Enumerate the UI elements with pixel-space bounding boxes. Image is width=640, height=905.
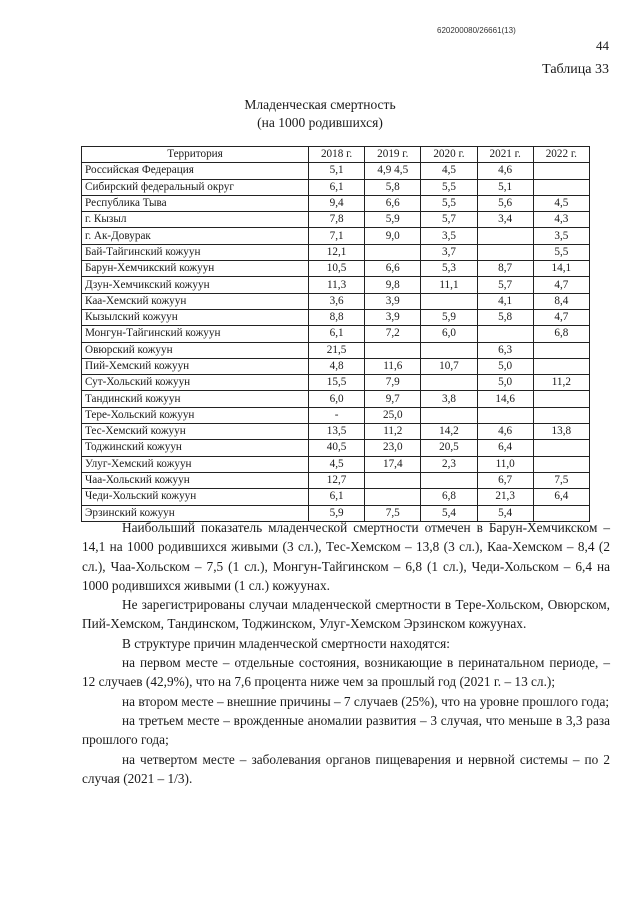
value-cell: 14,2 — [421, 424, 477, 440]
value-cell — [477, 244, 533, 260]
value-cell: 7,5 — [533, 472, 589, 488]
value-cell — [533, 456, 589, 472]
value-cell — [533, 391, 589, 407]
value-cell: 4,5 — [533, 195, 589, 211]
value-cell — [533, 342, 589, 358]
value-cell: 6,1 — [309, 489, 365, 505]
territory-cell: г. Кызыл — [82, 212, 309, 228]
value-cell: 17,4 — [365, 456, 421, 472]
value-cell — [533, 179, 589, 195]
territory-cell: Чаа-Хольский кожуун — [82, 472, 309, 488]
table-row — [82, 440, 590, 456]
territory-cell: Кызылский кожуун — [82, 309, 309, 325]
column-header-2019: 2019 г. — [365, 147, 421, 163]
value-cell: - — [309, 407, 365, 423]
value-cell: 6,4 — [533, 489, 589, 505]
value-cell: 5,9 — [309, 505, 365, 521]
column-header-2021: 2021 г. — [477, 147, 533, 163]
table-row — [82, 228, 590, 244]
paragraph-second-place: на втором месте – внешние причины – 7 случаев (25%), что на уровне прошлого года; — [122, 693, 610, 709]
value-cell: 6,8 — [421, 489, 477, 505]
body-text — [82, 518, 610, 788]
table-row — [82, 309, 590, 325]
value-cell: 9,4 — [309, 195, 365, 211]
table-row — [82, 179, 590, 195]
territory-cell: Тес-Хемский кожуун — [82, 424, 309, 440]
table-row — [82, 489, 590, 505]
territory-cell: Республика Тыва — [82, 195, 309, 211]
value-cell: 10,7 — [421, 358, 477, 374]
value-cell: 4,7 — [533, 277, 589, 293]
value-cell: 7,8 — [309, 212, 365, 228]
table-row — [82, 212, 590, 228]
value-cell: 9,0 — [365, 228, 421, 244]
infant-mortality-table — [81, 146, 590, 522]
value-cell: 3,5 — [533, 228, 589, 244]
value-cell — [365, 342, 421, 358]
value-cell: 6,3 — [477, 342, 533, 358]
value-cell: 5,7 — [421, 212, 477, 228]
value-cell: 5,9 — [421, 309, 477, 325]
value-cell — [365, 472, 421, 488]
column-header-2018: 2018 г. — [309, 147, 365, 163]
value-cell: 14,6 — [477, 391, 533, 407]
paragraph-third-place: на третьем месте – врожденные аномалии развития – 3 случая, что меньше в 3,3 раза прошлого года; — [82, 712, 610, 748]
value-cell — [533, 440, 589, 456]
value-cell: 5,3 — [421, 261, 477, 277]
value-cell: 7,9 — [365, 375, 421, 391]
value-cell: 8,8 — [309, 309, 365, 325]
table-label: Таблица 33 — [542, 62, 609, 77]
value-cell: 5,0 — [477, 358, 533, 374]
value-cell: 5,5 — [421, 195, 477, 211]
value-cell — [533, 358, 589, 374]
value-cell: 6,8 — [533, 326, 589, 342]
value-cell: 6,1 — [309, 326, 365, 342]
value-cell: 5,5 — [421, 179, 477, 195]
value-cell: 5,8 — [365, 179, 421, 195]
value-cell: 6,6 — [365, 261, 421, 277]
territory-cell: Сибирский федеральный округ — [82, 179, 309, 195]
value-cell — [477, 407, 533, 423]
value-cell — [365, 489, 421, 505]
value-cell: 3,7 — [421, 244, 477, 260]
value-cell: 4,1 — [477, 293, 533, 309]
value-cell: 6,6 — [365, 195, 421, 211]
territory-cell: Дзун-Хемчикский кожуун — [82, 277, 309, 293]
value-cell: 6,7 — [477, 472, 533, 488]
value-cell: 23,0 — [365, 440, 421, 456]
value-cell — [533, 163, 589, 179]
value-cell: 13,8 — [533, 424, 589, 440]
page-number: 44 — [596, 38, 609, 53]
value-cell: 3,9 — [365, 293, 421, 309]
table-body — [82, 163, 590, 522]
value-cell: 4,5 — [309, 456, 365, 472]
value-cell: 11,6 — [365, 358, 421, 374]
value-cell — [421, 472, 477, 488]
value-cell: 3,6 — [309, 293, 365, 309]
territory-cell: Пий-Хемский кожуун — [82, 358, 309, 374]
value-cell: 20,5 — [421, 440, 477, 456]
value-cell: 4,6 — [477, 163, 533, 179]
value-cell: 25,0 — [365, 407, 421, 423]
value-cell: 7,2 — [365, 326, 421, 342]
caption-title: Младенческая смертность — [244, 97, 396, 112]
territory-cell: Тандинский кожуун — [82, 391, 309, 407]
value-cell: 3,9 — [365, 309, 421, 325]
table-row — [82, 163, 590, 179]
value-cell: 11,3 — [309, 277, 365, 293]
table-row — [82, 326, 590, 342]
value-cell: 5,6 — [477, 195, 533, 211]
value-cell: 11,0 — [477, 456, 533, 472]
value-cell — [421, 375, 477, 391]
value-cell: 4,3 — [533, 212, 589, 228]
value-cell: 11,1 — [421, 277, 477, 293]
table-row — [82, 195, 590, 211]
value-cell: 11,2 — [533, 375, 589, 391]
table-row — [82, 261, 590, 277]
value-cell: 6,0 — [309, 391, 365, 407]
territory-cell: Барун-Хемчикский кожуун — [82, 261, 309, 277]
value-cell: 3,8 — [421, 391, 477, 407]
value-cell: 14,1 — [533, 261, 589, 277]
paragraph-first-place: на первом месте – отдельные состояния, возникающие в перинатальном периоде, – 12 случаев (42,9%), что на 7,6 процента ниже чем за прошлый год (2021 г. – 13 сл.); — [82, 655, 610, 690]
value-cell: 8,7 — [477, 261, 533, 277]
value-cell: 21,5 — [309, 342, 365, 358]
territory-cell: Российская Федерация — [82, 163, 309, 179]
territory-cell: Овюрский кожуун — [82, 342, 309, 358]
value-cell: 5,4 — [421, 505, 477, 521]
territory-cell: Сут-Хольский кожуун — [82, 375, 309, 391]
territory-cell: Монгун-Тайгинский кожуун — [82, 326, 309, 342]
value-cell: 15,5 — [309, 375, 365, 391]
value-cell: 40,5 — [309, 440, 365, 456]
value-cell: 8,4 — [533, 293, 589, 309]
caption-subtitle: (на 1000 родившихся) — [257, 115, 383, 130]
paragraph-no-cases: Не зарегистрированы случаи младенческой смертности в Тере-Хольском, Овюрском, Пий-Хемском, Тандинском, Тоджинском, Улуг-Хемском Эрзинском кожуунах. — [82, 597, 610, 632]
value-cell: 21,3 — [477, 489, 533, 505]
value-cell: 6,0 — [421, 326, 477, 342]
value-cell: 3,5 — [421, 228, 477, 244]
table-caption — [0, 96, 640, 132]
territory-cell: Чеди-Хольский кожуун — [82, 489, 309, 505]
territory-cell: Каа-Хемский кожуун — [82, 293, 309, 309]
paragraph-highest-rates: Наибольший показатель младенческой смертности отмечен в Барун-Хемчикском – 14,1 на 1000 родившихся живыми (3 сл.), Тес-Хемском – 13,8 (3 сл.), Каа-Хемском – 8,4 (2 сл.), Чаа-Хольском – 7,5 (1 сл.), Монгун-Тайгинском – 6,8 (1 сл.), Чеди-Хольском – 6,4 на 1000 родившихся живыми (1 сл.) кожуунах. — [82, 520, 610, 593]
table-row — [82, 472, 590, 488]
table-row — [82, 424, 590, 440]
value-cell: 7,1 — [309, 228, 365, 244]
value-cell: 11,2 — [365, 424, 421, 440]
table-row — [82, 293, 590, 309]
value-cell: 12,1 — [309, 244, 365, 260]
value-cell: 4,5 — [421, 163, 477, 179]
value-cell — [477, 228, 533, 244]
value-cell: 5,0 — [477, 375, 533, 391]
table-row — [82, 277, 590, 293]
document-id: 620200080/26661(13) — [437, 26, 516, 35]
value-cell: 4,9 4,5 — [365, 163, 421, 179]
territory-cell: Эрзинский кожуун — [82, 505, 309, 521]
table-row — [82, 244, 590, 260]
column-header-2020: 2020 г. — [421, 147, 477, 163]
value-cell: 12,7 — [309, 472, 365, 488]
table-row — [82, 358, 590, 374]
value-cell: 5,1 — [309, 163, 365, 179]
value-cell: 2,3 — [421, 456, 477, 472]
table-row — [82, 407, 590, 423]
value-cell: 5,4 — [477, 505, 533, 521]
value-cell — [421, 342, 477, 358]
value-cell — [421, 407, 477, 423]
value-cell: 10,5 — [309, 261, 365, 277]
territory-cell: Тере-Хольский кожуун — [82, 407, 309, 423]
value-cell — [533, 407, 589, 423]
value-cell: 4,7 — [533, 309, 589, 325]
paragraph-structure-intro: В структуре причин младенческой смертности находятся: — [122, 635, 450, 651]
value-cell — [365, 244, 421, 260]
value-cell: 9,8 — [365, 277, 421, 293]
value-cell: 4,6 — [477, 424, 533, 440]
territory-cell: Улуг-Хемский кожуун — [82, 456, 309, 472]
value-cell: 5,7 — [477, 277, 533, 293]
value-cell: 3,4 — [477, 212, 533, 228]
territory-cell: Бай-Тайгинский кожуун — [82, 244, 309, 260]
table-row — [82, 342, 590, 358]
table-row — [82, 456, 590, 472]
value-cell: 5,5 — [533, 244, 589, 260]
value-cell — [477, 326, 533, 342]
value-cell: 5,1 — [477, 179, 533, 195]
value-cell: 5,8 — [477, 309, 533, 325]
table-row — [82, 375, 590, 391]
value-cell: 9,7 — [365, 391, 421, 407]
value-cell — [421, 293, 477, 309]
value-cell: 7,5 — [365, 505, 421, 521]
value-cell: 5,9 — [365, 212, 421, 228]
paragraph-fourth-place: на четвертом месте – заболевания органов пищеварения и нервной системы – по 2 случая (2021 – 1/3). — [82, 751, 610, 786]
value-cell: 13,5 — [309, 424, 365, 440]
column-header-territory: Территория — [82, 147, 309, 163]
value-cell: 6,4 — [477, 440, 533, 456]
value-cell: 4,8 — [309, 358, 365, 374]
table-row — [82, 391, 590, 407]
territory-cell: Тоджинский кожуун — [82, 440, 309, 456]
table-header-row — [82, 147, 590, 163]
column-header-2022: 2022 г. — [533, 147, 589, 163]
territory-cell: г. Ак-Довурак — [82, 228, 309, 244]
value-cell: 6,1 — [309, 179, 365, 195]
